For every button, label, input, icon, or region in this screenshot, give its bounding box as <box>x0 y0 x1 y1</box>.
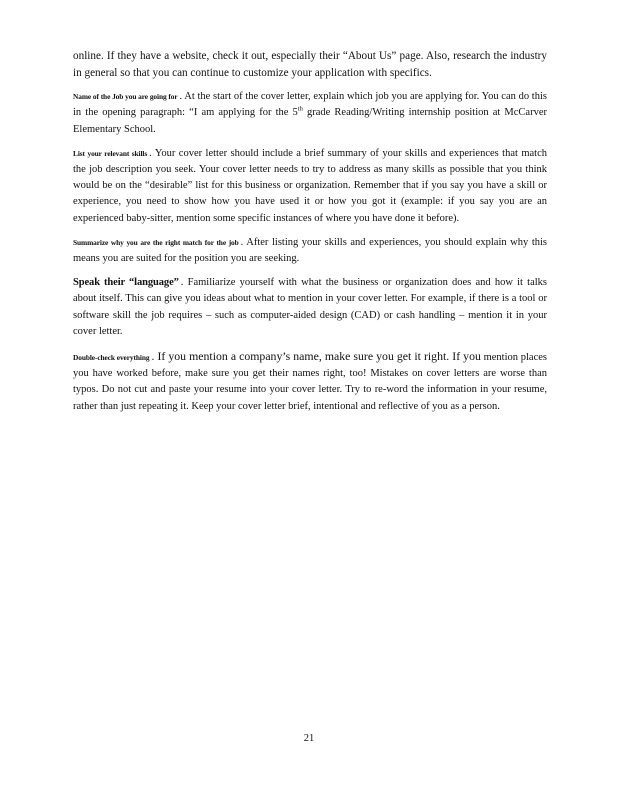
paragraph-job-name <box>73 89 547 138</box>
paragraph-heading: Speak their “language” <box>73 277 179 289</box>
paragraph-research <box>73 48 547 81</box>
paragraph-double-check <box>73 348 547 415</box>
paragraph-text: mention places you have worked before, make sure you get their names right, too! Mistakes on cover letters are worse than typos. Do not cut and paste your resume into your cover letter. Try to re-word the information in your resume, rather than just repeating it. Keep your cover letter brief, intentional and reflective of you as a person. <box>73 352 547 412</box>
paragraph-text: online. If they have a website, check it out, especially their “About Us” page. Also, research the industry in general so that you can continue to customize your application with specifics. <box>73 50 547 79</box>
paragraph-skills <box>73 146 547 227</box>
paragraph-text: . Familiarize yourself with what the business or organization does and how it talks about itself. This can give you ideas about what to mention in your cover letter. For example, if there is a tool or software skill the job requires – such as computer-aided design (CAD) or cash handling – mention it in your cover letter. <box>73 277 548 337</box>
paragraph-text: . Your cover letter should include a brief summary of your skills and experiences that match the job description you seek. Your cover letter needs to try to address as many skills as possible that you think would be on the “desirable” list for this business or organization. Remember that if you say you have a skill or experience, you need to show how you have used it or how you got it (example: if you say you are an experienced baby-sitter, mention some specific instances of where you have done it before). <box>73 147 547 224</box>
superscript: th <box>297 105 303 113</box>
paragraph-heading: Summarize why you are the right match for the job <box>73 237 239 247</box>
paragraph-heading: List your relevant skills <box>73 148 148 158</box>
paragraph-heading: Double-check everything <box>73 353 150 363</box>
paragraph-summarize <box>73 235 547 267</box>
paragraph-text: . At the start of the cover letter, explain which job you are applying for. You can do this in the opening paragraph: “I am applying for the 5 <box>73 91 547 119</box>
document-body <box>73 48 547 423</box>
paragraph-language <box>73 275 547 340</box>
paragraph-text: grade Reading/Writing internship position at McCarver Elementary School. <box>73 107 547 135</box>
page-number: 21 <box>303 733 315 744</box>
paragraph-text: . If you mention a company’s name, make sure you get it right. If you <box>151 349 481 364</box>
paragraph-text: . After listing your skills and experiences, you should explain why this means you are suited for the position you are seeking. <box>73 236 547 265</box>
paragraph-heading: Name of the Job you are going for <box>73 92 178 102</box>
